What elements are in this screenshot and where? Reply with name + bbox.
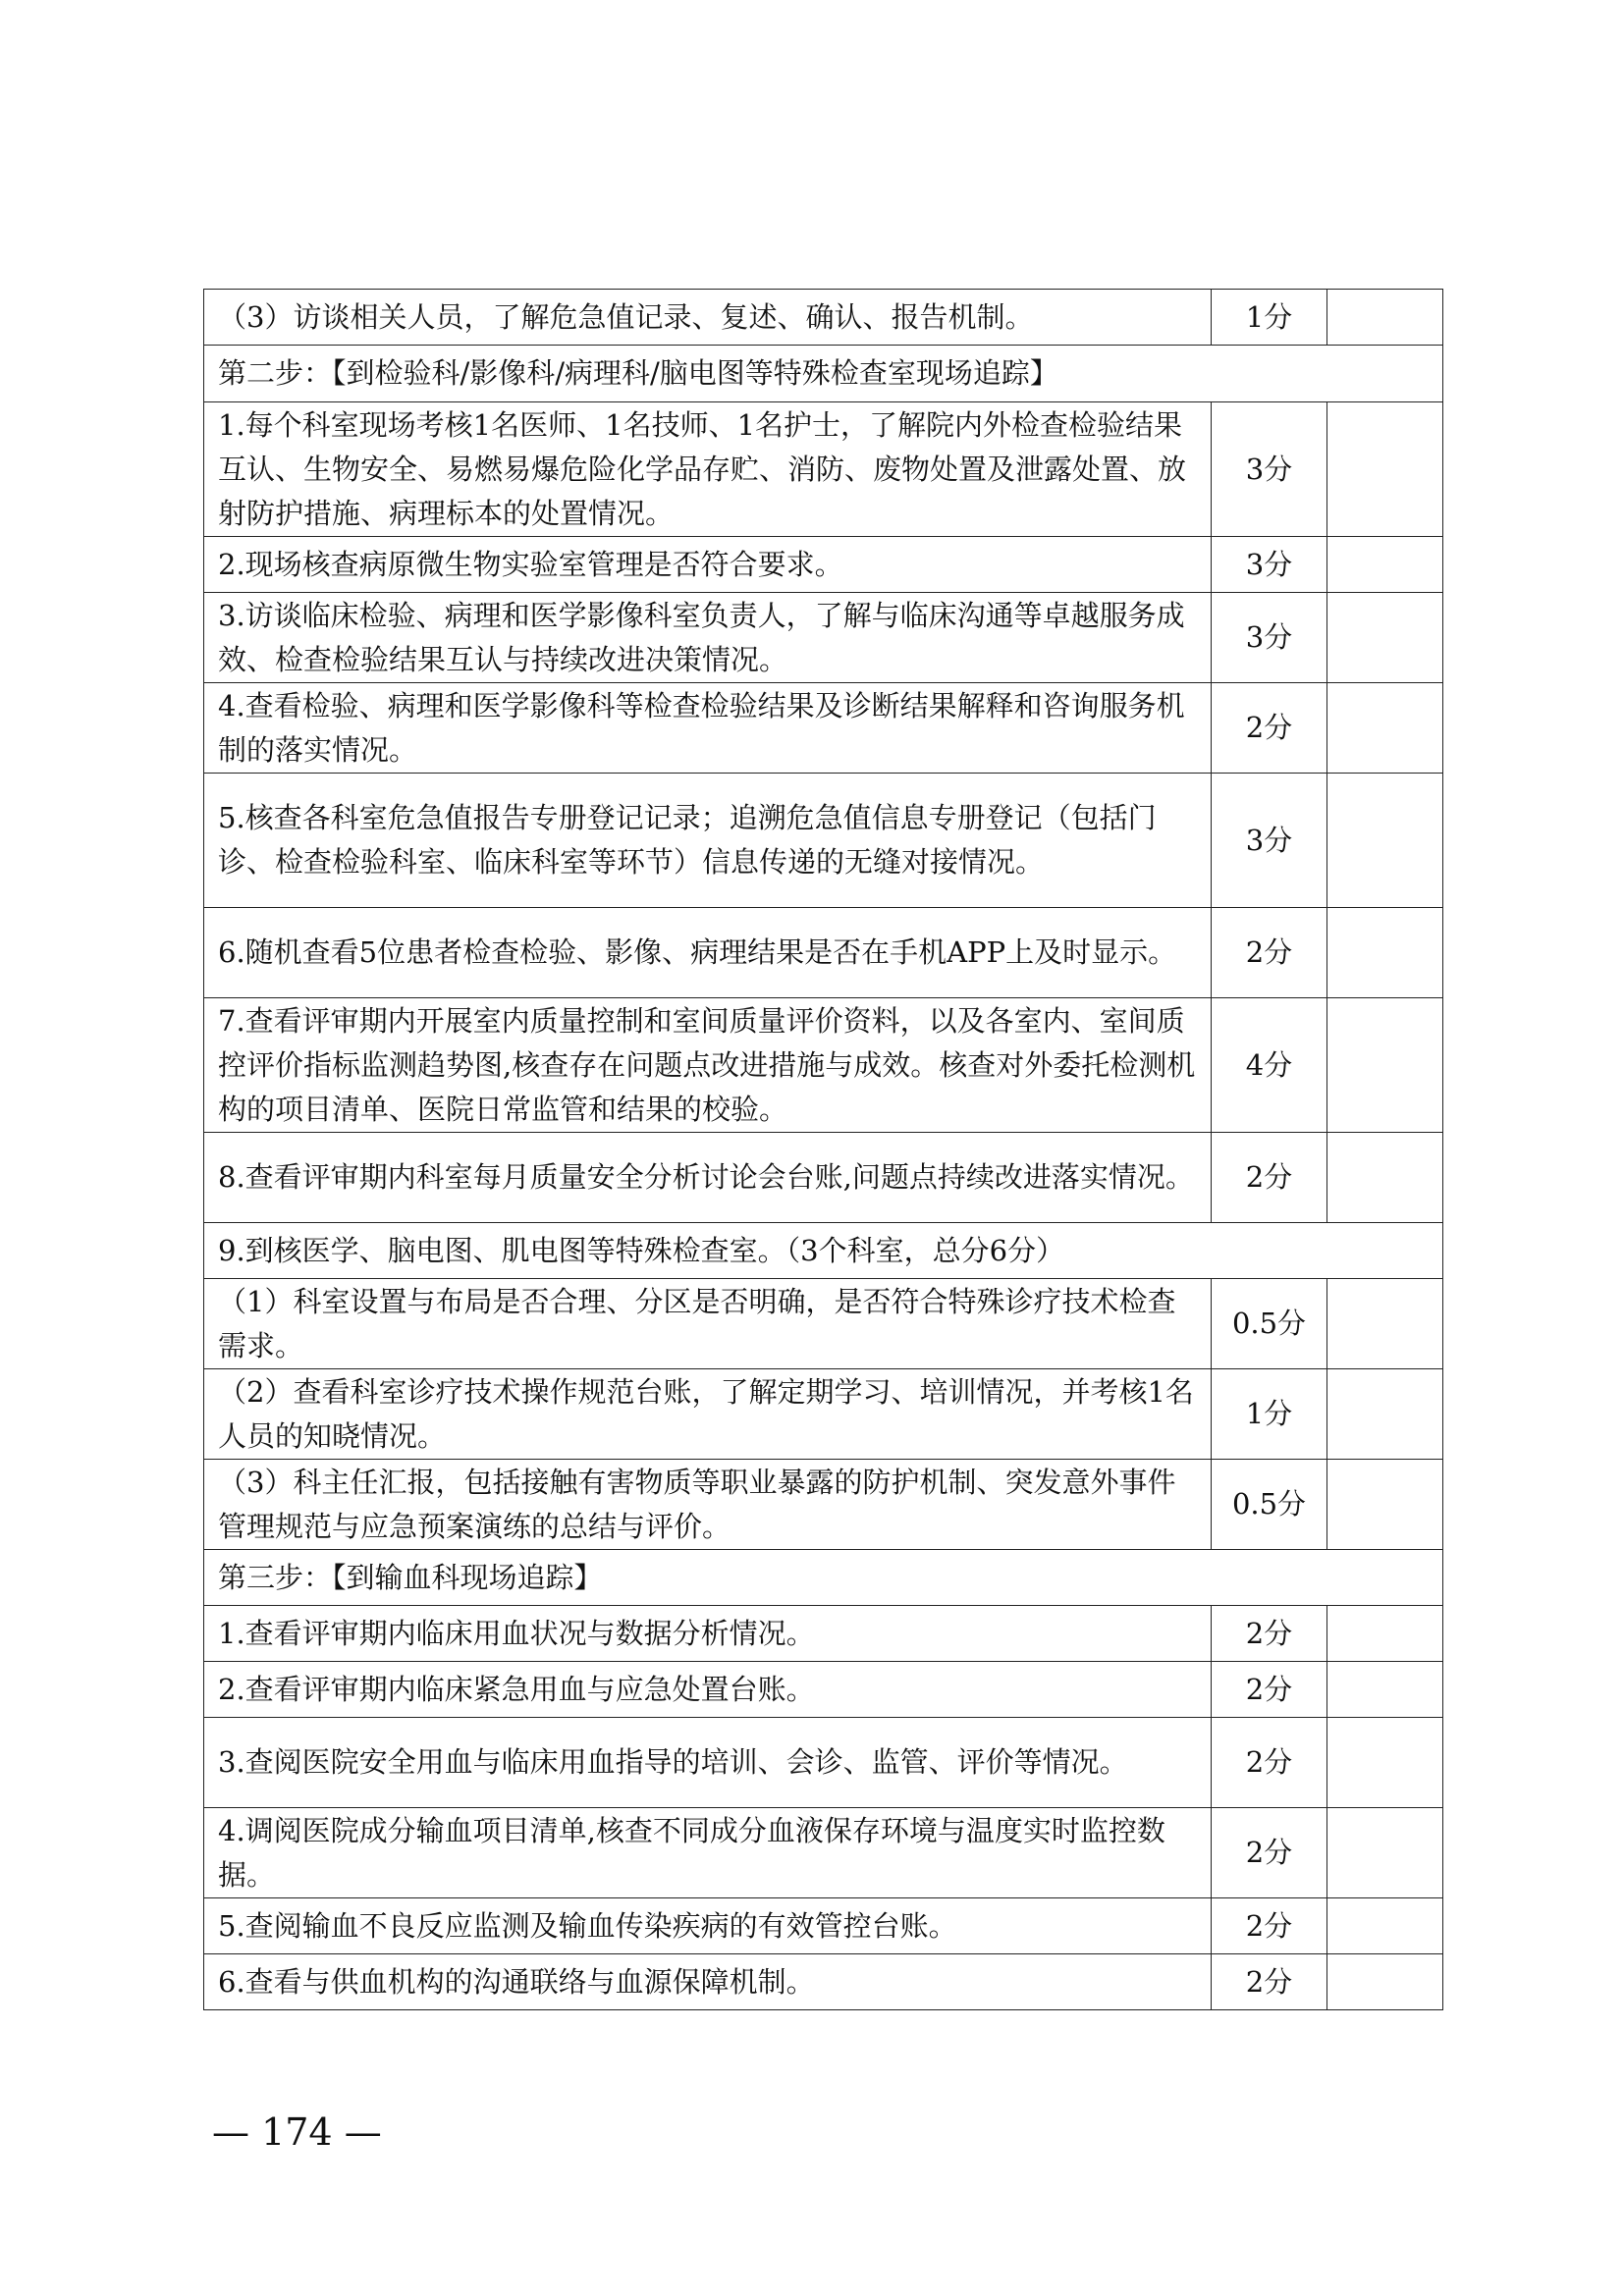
table-row: [204, 998, 1443, 1133]
item-description: 6.查看与供血机构的沟通联络与血源保障机制。: [204, 1954, 1212, 2010]
section-heading: 第三步：【到输血科现场追踪】: [204, 1550, 1443, 1606]
item-description: 5.查阅输血不良反应监测及输血传染疾病的有效管控台账。: [204, 1898, 1212, 1954]
item-score: 2分: [1212, 1808, 1327, 1898]
section-heading: 第二步：【到检验科/影像科/病理科/脑电图等特殊检查室现场追踪】: [204, 346, 1443, 402]
blank-score-cell: [1327, 774, 1443, 908]
blank-score-cell: [1327, 1662, 1443, 1718]
item-score: 1分: [1212, 1369, 1327, 1460]
blank-score-cell: [1327, 998, 1443, 1133]
table-row: [204, 1606, 1443, 1662]
item-score: 2分: [1212, 1662, 1327, 1718]
item-score: 2分: [1212, 1954, 1327, 2010]
item-description: 1.查看评审期内临床用血状况与数据分析情况。: [204, 1606, 1212, 1662]
item-score: 0.5分: [1212, 1460, 1327, 1550]
table-row: [204, 683, 1443, 774]
blank-score-cell: [1327, 1460, 1443, 1550]
page-number: — 174 —: [212, 2110, 382, 2154]
item-score: 0.5分: [1212, 1279, 1327, 1369]
table-row: [204, 1898, 1443, 1954]
item-score: 4分: [1212, 998, 1327, 1133]
section-heading: 9.到核医学、脑电图、肌电图等特殊检查室。（3个科室，总分6分）: [204, 1223, 1443, 1279]
item-score: 2分: [1212, 908, 1327, 998]
item-description: 2.现场核查病原微生物实验室管理是否符合要求。: [204, 537, 1212, 593]
item-score: 1分: [1212, 290, 1327, 346]
item-description: （3）科主任汇报，包括接触有害物质等职业暴露的防护机制、突发意外事件管理规范与应急预案演练的总结与评价。: [204, 1460, 1212, 1550]
blank-score-cell: [1327, 593, 1443, 683]
table-row: [204, 1460, 1443, 1550]
blank-score-cell: [1327, 1954, 1443, 2010]
item-score: 2分: [1212, 1606, 1327, 1662]
blank-score-cell: [1327, 1133, 1443, 1223]
blank-score-cell: [1327, 402, 1443, 537]
table-row: [204, 1954, 1443, 2010]
item-description: 5.核查各科室危急值报告专册登记记录；追溯危急值信息专册登记（包括门诊、检查检验科室、临床科室等环节）信息传递的无缝对接情况。: [204, 774, 1212, 908]
blank-score-cell: [1327, 1369, 1443, 1460]
blank-score-cell: [1327, 1279, 1443, 1369]
item-score: 2分: [1212, 1718, 1327, 1808]
item-description: 2.查看评审期内临床紧急用血与应急处置台账。: [204, 1662, 1212, 1718]
table-row: [204, 537, 1443, 593]
table-row: [204, 402, 1443, 537]
item-description: 3.访谈临床检验、病理和医学影像科室负责人，了解与临床沟通等卓越服务成效、检查检验结果互认与持续改进决策情况。: [204, 593, 1212, 683]
section-row: [204, 346, 1443, 402]
blank-score-cell: [1327, 683, 1443, 774]
item-description: 4.调阅医院成分输血项目清单,核查不同成分血液保存环境与温度实时监控数据。: [204, 1808, 1212, 1898]
blank-score-cell: [1327, 1606, 1443, 1662]
blank-score-cell: [1327, 1898, 1443, 1954]
item-description: 6.随机查看5位患者检查检验、影像、病理结果是否在手机APP上及时显示。: [204, 908, 1212, 998]
item-score: 2分: [1212, 1133, 1327, 1223]
table-row: [204, 1369, 1443, 1460]
table-row: [204, 1133, 1443, 1223]
section-row: [204, 1550, 1443, 1606]
blank-score-cell: [1327, 908, 1443, 998]
table-row: [204, 1662, 1443, 1718]
item-score: 2分: [1212, 1898, 1327, 1954]
item-description: 8.查看评审期内科室每月质量安全分析讨论会台账,问题点持续改进落实情况。: [204, 1133, 1212, 1223]
table-row: [204, 593, 1443, 683]
item-description: （2）查看科室诊疗技术操作规范台账，了解定期学习、培训情况，并考核1名人员的知晓情况。: [204, 1369, 1212, 1460]
blank-score-cell: [1327, 290, 1443, 346]
item-description: 3.查阅医院安全用血与临床用血指导的培训、会诊、监管、评价等情况。: [204, 1718, 1212, 1808]
item-description: 7.查看评审期内开展室内质量控制和室间质量评价资料，以及各室内、室间质控评价指标监测趋势图,核查存在问题点改进措施与成效。核查对外委托检测机构的项目清单、医院日常监管和结果的校验。: [204, 998, 1212, 1133]
blank-score-cell: [1327, 1808, 1443, 1898]
item-score: 2分: [1212, 683, 1327, 774]
table-row: [204, 908, 1443, 998]
blank-score-cell: [1327, 537, 1443, 593]
item-description: （3）访谈相关人员，了解危急值记录、复述、确认、报告机制。: [204, 290, 1212, 346]
table-row: [204, 1279, 1443, 1369]
item-description: 4.查看检验、病理和医学影像科等检查检验结果及诊断结果解释和咨询服务机制的落实情况。: [204, 683, 1212, 774]
item-description: （1）科室设置与布局是否合理、分区是否明确，是否符合特殊诊疗技术检查需求。: [204, 1279, 1212, 1369]
section-row: [204, 1223, 1443, 1279]
item-description: 1.每个科室现场考核1名医师、1名技师、1名护士，了解院内外检查检验结果互认、生物安全、易燃易爆危险化学品存贮、消防、废物处置及泄露处置、放射防护措施、病理标本的处置情况。: [204, 402, 1212, 537]
scoring-table: [203, 289, 1443, 2010]
item-score: 3分: [1212, 774, 1327, 908]
item-score: 3分: [1212, 593, 1327, 683]
blank-score-cell: [1327, 1718, 1443, 1808]
table-row: [204, 1718, 1443, 1808]
table-row: [204, 290, 1443, 346]
table-row: [204, 1808, 1443, 1898]
item-score: 3分: [1212, 402, 1327, 537]
item-score: 3分: [1212, 537, 1327, 593]
table-row: [204, 774, 1443, 908]
